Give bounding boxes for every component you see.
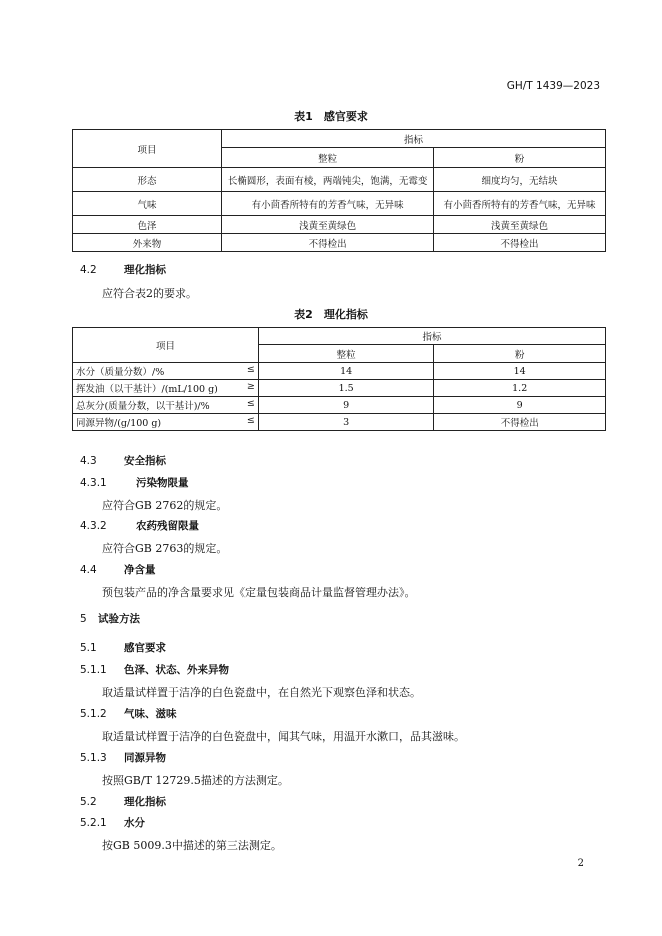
section-number: 4.3.1 [80,477,107,489]
table1-header-powder: 粉 [434,148,606,168]
table1-header-item: 项目 [73,130,222,168]
item-label: 水分（质量分数）/% [76,367,165,378]
section-4-4-text: 预包装产品的净含量要求见《定量包装商品计量监督管理办法》。 [102,586,416,599]
standard-code: GH/T 1439—2023 [506,80,600,92]
section-title: 理化指标 [124,796,166,808]
comparison-symbol: ≤ [246,415,255,426]
item-label: 挥发油（以干基计）/(mL/100 g) [76,384,218,395]
section-number: 4.3 [80,455,97,467]
table1-cell-powder: 不得检出 [434,234,606,252]
table1-caption: 表1 感官要求 [294,110,368,123]
section-number: 5.1 [80,642,97,654]
section-number: 5.2.1 [80,817,107,829]
table2-cell-item [73,363,259,380]
table2-cell-item [73,380,259,397]
table1-cell-item: 气味 [73,192,222,216]
section-title: 水分 [124,817,145,829]
section-title: 理化指标 [124,264,166,276]
section-5-heading [80,611,140,626]
section-5-1-heading [80,640,166,655]
table-row [73,363,606,380]
comparison-symbol: ≤ [246,364,255,375]
section-4-2-text: 应符合表2的要求。 [102,287,197,300]
section-5-2-1-heading [80,815,145,830]
section-4-3-heading [80,453,166,468]
table1-cell-item: 色泽 [73,216,222,234]
section-5-1-2-heading [80,706,177,721]
table1-cell-powder: 细度均匀，无结块 [434,168,606,192]
section-title: 气味、滋味 [124,708,177,720]
table2-caption: 表2 理化指标 [294,308,368,321]
section-4-3-2-text: 应符合GB 2763的规定。 [102,542,228,555]
table2-cell-whole: 1.5 [258,380,434,397]
comparison-symbol: ≤ [246,398,255,409]
table2-header-item: 项目 [73,328,259,363]
table-row [73,414,606,431]
section-title: 净含量 [124,564,156,576]
table-row [73,192,606,216]
section-4-4-heading [80,562,156,577]
section-5-2-heading [80,794,166,809]
section-title: 同源异物 [124,752,166,764]
section-title: 污染物限量 [136,477,189,489]
table1 [72,129,606,252]
section-number: 4.2 [80,264,97,276]
table2-cell-powder: 不得检出 [434,414,606,431]
section-title: 农药残留限量 [136,520,199,532]
section-title: 色泽、状态、外来异物 [124,664,229,676]
comparison-symbol: ≥ [246,381,255,392]
table1-cell-whole: 不得检出 [222,234,434,252]
table2 [72,327,606,431]
page-number: 2 [577,858,584,869]
table2-header-indicator: 指标 [258,328,605,345]
section-5-1-1-heading [80,662,229,677]
section-number: 4.3.2 [80,520,107,532]
table2-cell-item [73,414,259,431]
table1-cell-whole: 长椭圆形，表面有棱，两端钝尖，饱满，无霉变 [222,168,434,192]
table1-cell-powder: 有小茴香所特有的芳香气味，无异味 [434,192,606,216]
table2-header-whole: 整粒 [258,345,434,363]
table1-header-indicator: 指标 [222,130,606,148]
table2-cell-item [73,397,259,414]
section-5-1-3-heading [80,750,166,765]
table1-cell-item: 形态 [73,168,222,192]
table1-cell-whole: 有小茴香所特有的芳香气味，无异味 [222,192,434,216]
section-5-1-2-text: 取适量试样置于洁净的白色瓷盘中，闻其气味，用温开水漱口，品其滋味。 [102,730,465,743]
section-title: 安全指标 [124,455,166,467]
section-number: 5.1.2 [80,708,107,720]
table2-cell-powder: 1.2 [434,380,606,397]
table2-cell-whole: 9 [258,397,434,414]
section-4-3-1-heading [80,475,189,490]
item-label: 总灰分(质量分数，以干基计)/% [76,401,210,412]
table1-header-whole: 整粒 [222,148,434,168]
table2-cell-powder: 9 [434,397,606,414]
table2-header-powder: 粉 [434,345,606,363]
table-row [73,234,606,252]
table-row [73,168,606,192]
table1-cell-whole: 浅黄至黄绿色 [222,216,434,234]
item-label: 同源异物/(g/100 g) [76,418,162,429]
section-4-2-heading [80,262,166,277]
table-row [73,380,606,397]
table-row [73,216,606,234]
section-title: 感官要求 [124,642,166,654]
section-4-3-1-text: 应符合GB 2762的规定。 [102,499,228,512]
table2-cell-whole: 3 [258,414,434,431]
table1-cell-item: 外来物 [73,234,222,252]
section-number: 5 [80,613,87,625]
section-5-2-1-text: 按GB 5009.3中描述的第三法测定。 [102,839,282,852]
section-number: 5.1.3 [80,752,107,764]
section-5-1-3-text: 按照GB/T 12729.5描述的方法测定。 [102,774,289,787]
table-row [73,397,606,414]
section-4-3-2-heading [80,518,199,533]
table2-cell-whole: 14 [258,363,434,380]
section-number: 5.2 [80,796,97,808]
section-number: 4.4 [80,564,97,576]
table1-cell-powder: 浅黄至黄绿色 [434,216,606,234]
section-title: 试验方法 [98,613,140,625]
table2-cell-powder: 14 [434,363,606,380]
section-5-1-1-text: 取适量试样置于洁净的白色瓷盘中，在自然光下观察色泽和状态。 [102,686,421,699]
section-number: 5.1.1 [80,664,107,676]
